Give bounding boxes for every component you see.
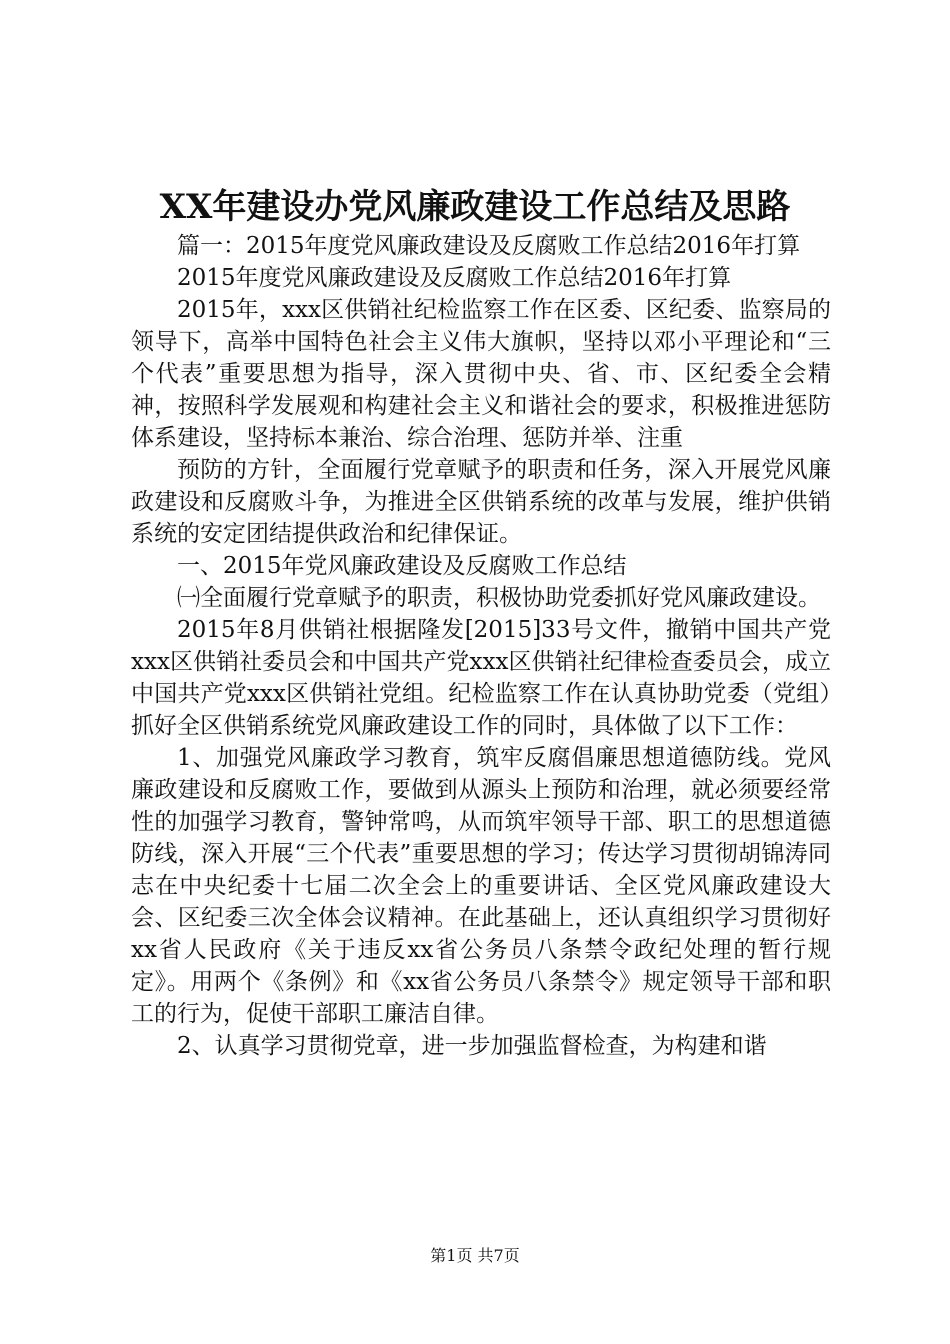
page-footer: 第1页 共7页	[430, 1246, 520, 1265]
paragraph-intro: 2015年，xxx区供销社纪检监察工作在区委、区纪委、监察局的领导下，高举中国特色社会主义伟大旗帜，坚持以邓小平理论和“三个代表”重要思想为指导，深入贯彻中央、省、市、区纪委全会精神，按照科学发展观和构建社会主义和谐社会的要求，积极推进惩防体系建设，坚持标本兼治、综合治理、惩防并举、注重	[131, 297, 831, 451]
paragraph-section-heading: 篇一：2015年度党风廉政建设及反腐败工作总结2016年打算	[177, 233, 801, 259]
paragraph-body-3: 2、认真学习贯彻党章，进一步加强监督检查，为构建和谐	[177, 1033, 767, 1059]
paragraph-heading-one: 一、2015年党风廉政建设及反腐败工作总结	[177, 553, 627, 579]
document-body	[131, 230, 831, 1062]
paragraph-intro-continued: 预防的方针，全面履行党章赋予的职责和任务，深入开展党风廉政建设和反腐败斗争，为推进全区供销系统的改革与发展，维护供销系统的安定团结提供政治和纪律保证。	[131, 457, 831, 547]
paragraph-body-2: 1、加强党风廉政学习教育，筑牢反腐倡廉思想道德防线。党风廉政建设和反腐败工作，要做到从源头上预防和治理，就必须要经常性的加强学习教育，警钟常鸣，从而筑牢领导干部、职工的思想道德防线，深入开展“三个代表”重要思想的学习；传达学习贯彻胡锦涛同志在中央纪委十七届二次全会上的重要讲话、全区党风廉政建设大会、区纪委三次全体会议精神。在此基础上，还认真组织学习贯彻好xx省人民政府《关于违反xx省公务员八条禁令政纪处理的暂行规定》。用两个《条例》和《xx省公务员八条禁令》规定领导干部和职工的行为，促使干部职工廉洁自律。	[131, 745, 831, 1027]
paragraph-subtitle: 2015年度党风廉政建设及反腐败工作总结2016年打算	[177, 265, 732, 291]
paragraph-subheading-one: ㈠全面履行党章赋予的职责，积极协助党委抓好党风廉政建设。	[177, 585, 821, 611]
document-title: XX年建设办党风廉政建设工作总结及思路	[159, 187, 791, 227]
paragraph-body-1: 2015年8月供销社根据隆发[2015]33号文件，撤销中国共产党xxx区供销社委员会和中国共产党xxx区供销社纪律检查委员会，成立中国共产党xxx区供销社党组。纪检监察工作在认真协助党委（党组）抓好全区供销系统党风廉政建设工作的同时，具体做了以下工作：	[131, 617, 831, 739]
